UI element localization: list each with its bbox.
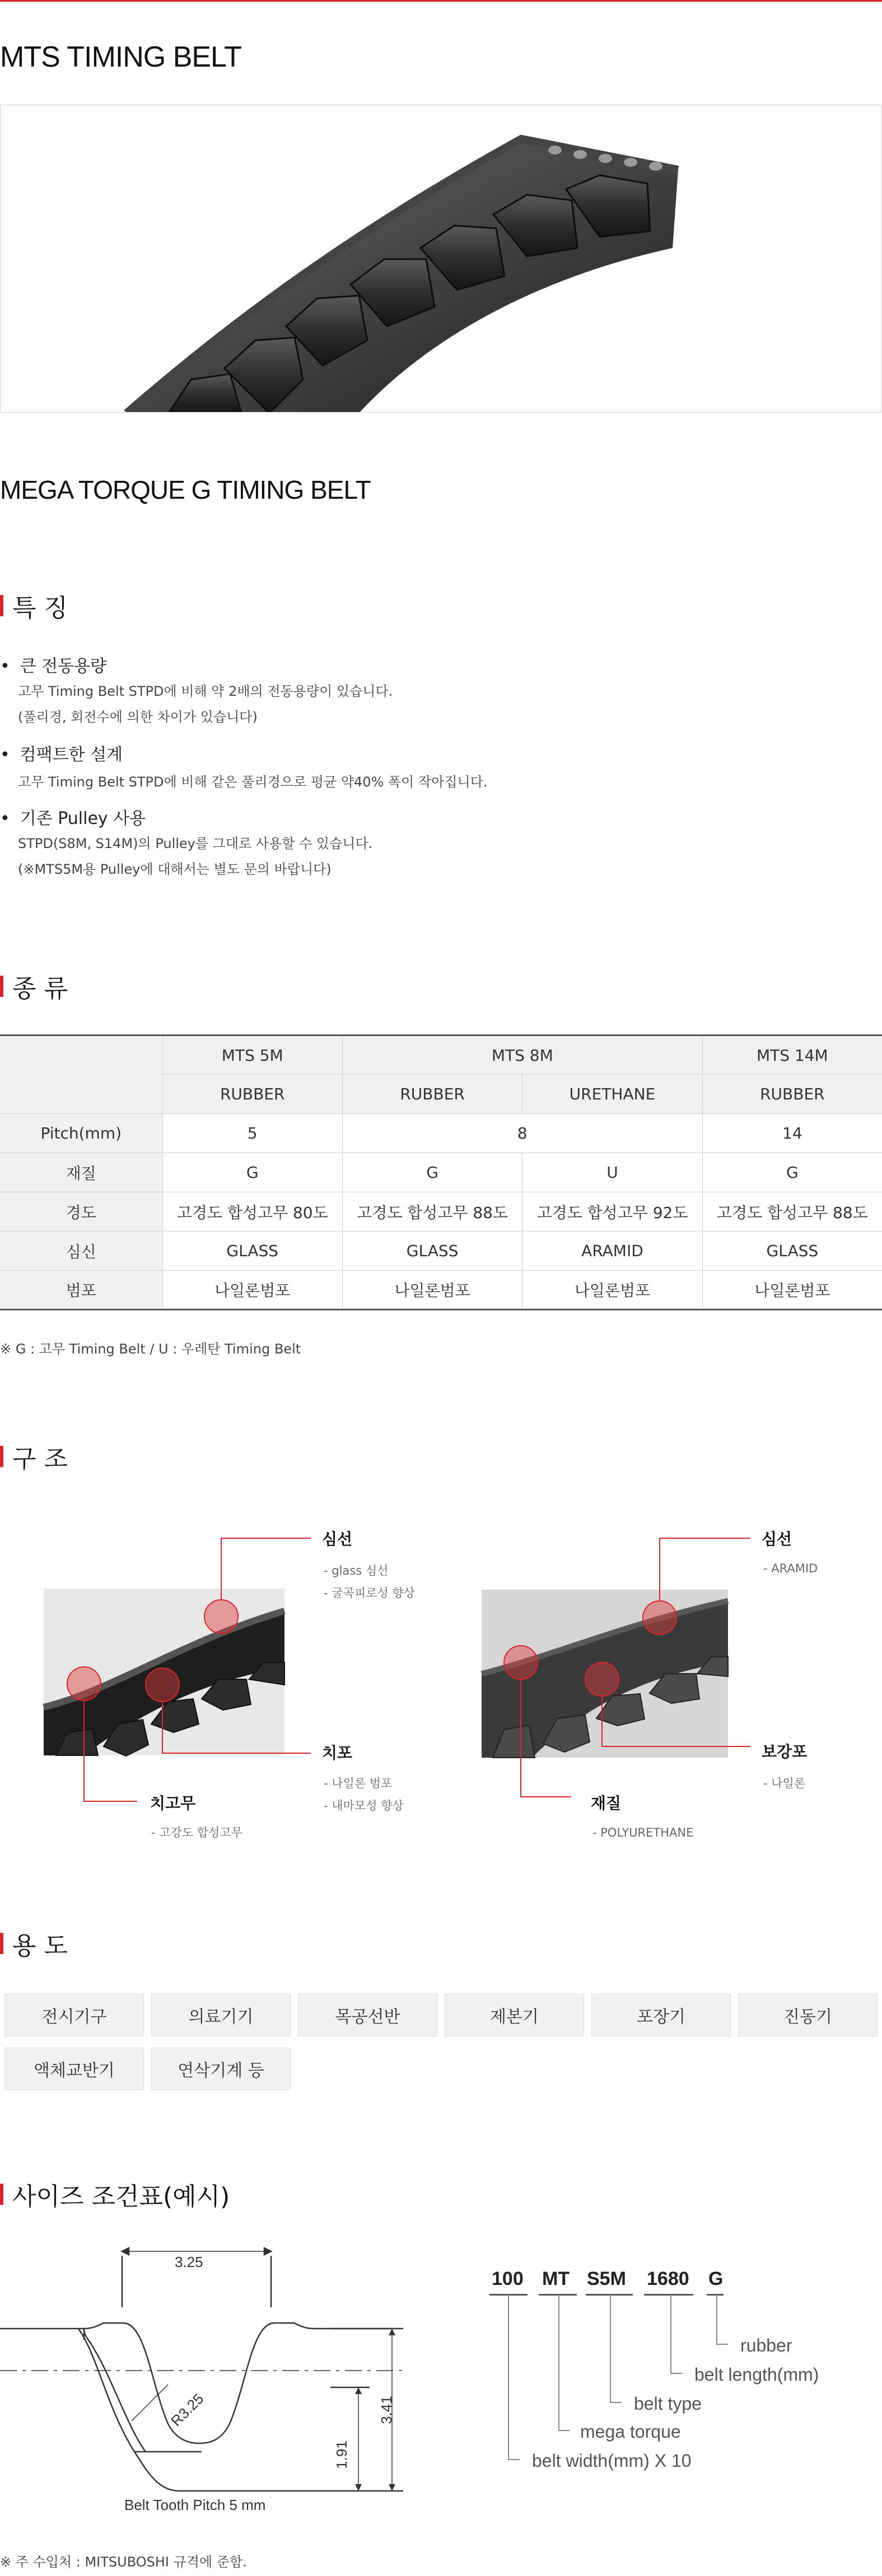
row-label: 경도 (0, 1192, 162, 1231)
code-desc-type: belt type (634, 2394, 702, 2414)
table-cell: 고경도 합성고무 88도 (702, 1192, 882, 1231)
table-cell: G (162, 1153, 342, 1192)
label-core-sub: - glass 심선 (324, 1564, 389, 1577)
material-header: RUBBER (162, 1075, 342, 1114)
table-row (0, 1231, 882, 1271)
table-cell: G (702, 1153, 882, 1192)
table-cell: ARAMID (522, 1231, 702, 1271)
use-chip: 액체교반기 (4, 2048, 144, 2090)
table-cell: 14 (702, 1114, 882, 1153)
table-cell: 나일론범포 (342, 1271, 522, 1310)
use-chip: 제본기 (445, 1994, 584, 2036)
uses-heading (0, 1926, 68, 1961)
types-heading-text: 종 류 (12, 975, 68, 1003)
row-label: 재질 (0, 1153, 162, 1192)
material-header: URETHANE (522, 1075, 702, 1114)
code-material: G (708, 2268, 724, 2289)
table-row (0, 1153, 882, 1192)
row-label: Pitch(mm) (0, 1114, 162, 1153)
top-accent-line (0, 0, 882, 2)
table-cell: 고경도 합성고무 88도 (342, 1192, 522, 1231)
belt-illustration (1, 105, 882, 413)
feature-line: (풀리경, 회전수에 의한 차이가 있습니다) (18, 709, 258, 725)
table-cell: 8 (342, 1114, 702, 1153)
heading-marker (0, 1446, 3, 1467)
feature-line: 고무 Timing Belt STPD에 비해 같은 풀리경으로 평균 약40% 폭이 작아집니다. (18, 774, 488, 790)
table-cell: 나일론범포 (522, 1271, 702, 1310)
row-label: 심신 (0, 1231, 162, 1271)
use-chip: 진동기 (738, 1994, 878, 2036)
size-heading (0, 2176, 230, 2212)
table-cell: 5 (162, 1114, 342, 1153)
feature-line: STPD(S8M, S14M)의 Pulley를 그대로 사용할 수 있습니다. (18, 836, 373, 851)
label-tooth-cloth: 치포 (322, 1744, 353, 1762)
feature-line: 고무 Timing Belt STPD에 비해 약 2배의 전동용량이 있습니다. (18, 683, 393, 699)
types-note: ※ G : 고무 Timing Belt / U : 우레탄 Timing Belt (0, 1341, 301, 1357)
use-chip: 연삭기계 등 (151, 2048, 291, 2090)
table-cell: 고경도 합성고무 92도 (522, 1192, 702, 1231)
feature-line: (※MTS5M용 Pulley에 대해서는 별도 문의 바랍니다) (18, 861, 332, 877)
label-reinforce-sub: - 나일론 (763, 1777, 806, 1790)
label-tooth-rubber: 치고무 (150, 1794, 196, 1812)
belt-photo (0, 105, 882, 413)
feature-title: • 기존 Pulley 사용 (0, 804, 146, 829)
label-tooth-rubber-sub: - 고강도 합성고무 (151, 1826, 242, 1839)
uses-heading-text: 용 도 (12, 1932, 68, 1960)
group-header: MTS 5M (162, 1036, 342, 1075)
material-header: RUBBER (702, 1075, 882, 1114)
feature-title: • 큰 전동용량 (0, 652, 106, 677)
table-row (0, 1036, 882, 1075)
use-chip: 의료기기 (151, 1994, 291, 2036)
structure-heading (0, 1439, 68, 1474)
page-title: MTS TIMING BELT (0, 41, 241, 73)
label-tooth-cloth-sub: - 나일론 범포 (324, 1777, 393, 1790)
heading-marker (0, 595, 3, 616)
table-cell: 나일론범포 (702, 1271, 882, 1310)
features-heading (0, 588, 68, 624)
label-material: 재질 (591, 1794, 622, 1812)
code-series: MT (542, 2268, 570, 2289)
table-cell: U (522, 1153, 702, 1192)
features-heading-text: 특 징 (12, 594, 68, 622)
size-heading-text: 사이즈 조건표(예시) (12, 2182, 230, 2211)
feature-title: • 컴팩트한 설계 (0, 741, 123, 765)
table-cell: 나일론범포 (162, 1271, 342, 1310)
table-cell: G (342, 1153, 522, 1192)
use-chip: 목공선반 (298, 1994, 437, 2036)
dim-radius: R3.25 (167, 2390, 207, 2430)
structure-heading-text: 구 조 (12, 1445, 68, 1473)
spec-table (0, 1034, 882, 1310)
label-material-sub: - POLYURETHANE (592, 1826, 694, 1839)
table-row (0, 1271, 882, 1310)
types-heading (0, 968, 68, 1004)
label-tooth-cloth-sub: - 내마모성 향상 (324, 1799, 404, 1812)
table-cell: GLASS (162, 1231, 342, 1271)
heading-marker (0, 1933, 3, 1954)
label-core-sub: - 굴곡피로성 향상 (324, 1586, 415, 1600)
table-cell: GLASS (702, 1231, 882, 1271)
row-label: 범포 (0, 1271, 162, 1310)
group-header: MTS 14M (702, 1036, 882, 1075)
table-row (0, 1114, 882, 1153)
label-core-aramid: 심선 (762, 1530, 792, 1548)
code-width: 100 (492, 2268, 524, 2289)
use-chip: 전시기구 (4, 1994, 144, 2036)
dim-height: 3.41 (377, 2396, 395, 2424)
code-desc-length: belt length(mm) (694, 2364, 819, 2385)
dim-depth: 1.91 (333, 2441, 350, 2469)
label-core: 심선 (322, 1530, 353, 1548)
product-subtitle: MEGA TORQUE G TIMING BELT (0, 475, 371, 504)
group-header: MTS 8M (342, 1036, 702, 1075)
size-footnote: ※ 주 수입처 : MITSUBOSHI 규격에 준함. (0, 2554, 247, 2570)
material-header: RUBBER (342, 1075, 522, 1114)
code-desc-width: belt width(mm) X 10 (532, 2451, 692, 2471)
use-chip: 포장기 (591, 1994, 731, 2036)
table-cell: 고경도 합성고무 80도 (162, 1192, 342, 1231)
code-connectors (493, 2295, 728, 2474)
label-core-aramid-sub: - ARAMID (763, 1562, 818, 1575)
dim-top: 3.25 (175, 2254, 203, 2270)
heading-marker (0, 976, 3, 997)
code-type: S5M (587, 2268, 626, 2289)
heading-marker (0, 2184, 3, 2205)
label-reinforce: 보강포 (762, 1743, 808, 1761)
code-desc-material: rubber (740, 2335, 792, 2355)
table-row (0, 1192, 882, 1231)
tooth-profile-drawing (0, 2239, 426, 2530)
code-length: 1680 (647, 2268, 689, 2289)
table-cell: GLASS (342, 1231, 522, 1271)
table-corner (0, 1036, 162, 1114)
code-desc-series: mega torque (580, 2422, 681, 2442)
drawing-caption: Belt Tooth Pitch 5 mm (124, 2497, 266, 2513)
